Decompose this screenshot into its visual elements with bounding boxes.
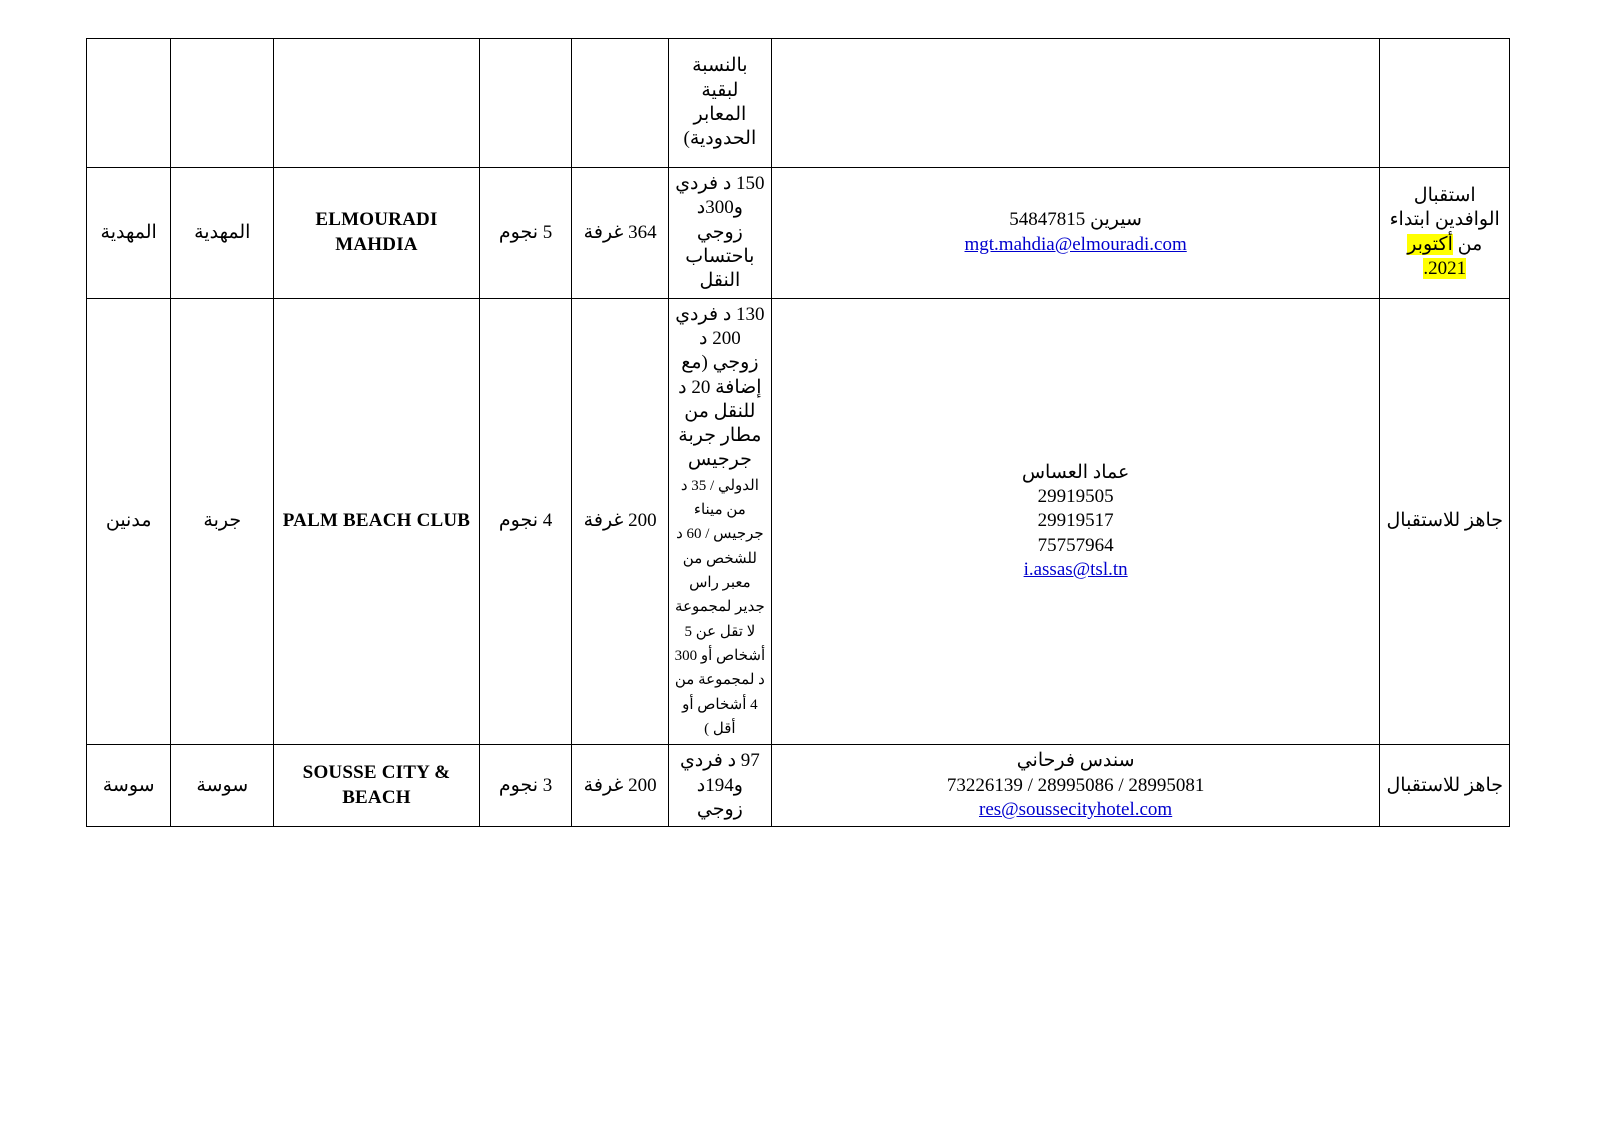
governorate-cell: المهدية <box>87 168 171 299</box>
delegation-cell: سوسة <box>171 745 274 827</box>
contact-name: سندس فرحاني <box>1016 750 1135 772</box>
status-text: استقبال الوافدين ابتداء من <box>1389 185 1500 255</box>
delegation-cell <box>171 39 274 168</box>
email-link[interactable]: mgt.mahdia@elmouradi.com <box>964 233 1187 255</box>
status-cell <box>1380 168 1510 299</box>
price-cell: بالنسبة لبقية المعابر الحدودية) <box>668 39 771 168</box>
stars-cell: 5 نجوم <box>479 168 572 299</box>
price-cell: 150 د فردي و300د زوجي باحتساب النقل <box>668 168 771 299</box>
hotel-cell: ELMOURADI MAHDIA <box>274 168 480 299</box>
status-cell: جاهز للاستقبال <box>1380 745 1510 827</box>
rooms-cell <box>572 39 669 168</box>
stars-cell: 3 نجوم <box>479 745 572 827</box>
price-main: 130 د فردي 200 د زوجي (مع إضافة 20 د للنقل من مطار جربة جرجيس <box>675 303 765 471</box>
status-cell: جاهز للاستقبال <box>1380 298 1510 745</box>
table-row <box>87 168 1510 299</box>
rooms-cell: 200 غرفة <box>572 745 669 827</box>
delegation-cell: جربة <box>171 298 274 745</box>
contact-phone: 29919505 <box>1037 485 1114 507</box>
contact-name: سيرين 54847815 <box>1009 209 1142 231</box>
contact-email-line <box>777 233 1375 257</box>
rooms-cell: 364 غرفة <box>572 168 669 299</box>
hotels-table <box>86 38 1510 827</box>
rooms-cell: 200 غرفة <box>572 298 669 745</box>
contact-name: عماد العساس <box>1021 461 1130 483</box>
table-row <box>87 298 1510 745</box>
hotel-cell <box>274 39 480 168</box>
table-row <box>87 39 1510 168</box>
stars-cell <box>479 39 572 168</box>
contact-email-line <box>777 798 1375 822</box>
governorate-cell: سوسة <box>87 745 171 827</box>
hotel-cell: SOUSSE CITY & BEACH <box>274 745 480 827</box>
contact-phone: 29919517 <box>1037 510 1114 532</box>
status-highlight: أكتوبر 2021. <box>1407 233 1467 280</box>
contact-cell <box>771 745 1380 827</box>
contact-phone: 75757964 <box>1037 534 1114 556</box>
table-row <box>87 745 1510 827</box>
email-link[interactable]: i.assas@tsl.tn <box>1023 558 1128 580</box>
governorate-cell: مدنين <box>87 298 171 745</box>
contact-cell <box>771 39 1380 168</box>
price-cell: 97 د فردي و194د زوجي <box>668 745 771 827</box>
email-link[interactable]: res@soussecityhotel.com <box>979 798 1173 820</box>
governorate-cell <box>87 39 171 168</box>
price-cell <box>668 298 771 745</box>
delegation-cell: المهدية <box>171 168 274 299</box>
contact-cell <box>771 298 1380 745</box>
contact-cell <box>771 168 1380 299</box>
hotel-cell: PALM BEACH CLUB <box>274 298 480 745</box>
price-details: الدولي / 35 د من ميناء جرجيس / 60 د للشخص من معبر راس جدير لمجموعة لا تقل عن 5 أشخاص أو 300 د لمجموعة من 4 أشخاص أو أقل ) <box>674 477 766 737</box>
contact-phones: 73226139 / 28995086 / 28995081 <box>946 774 1205 796</box>
stars-cell: 4 نجوم <box>479 298 572 745</box>
status-cell <box>1380 39 1510 168</box>
contact-email-line <box>777 558 1375 582</box>
